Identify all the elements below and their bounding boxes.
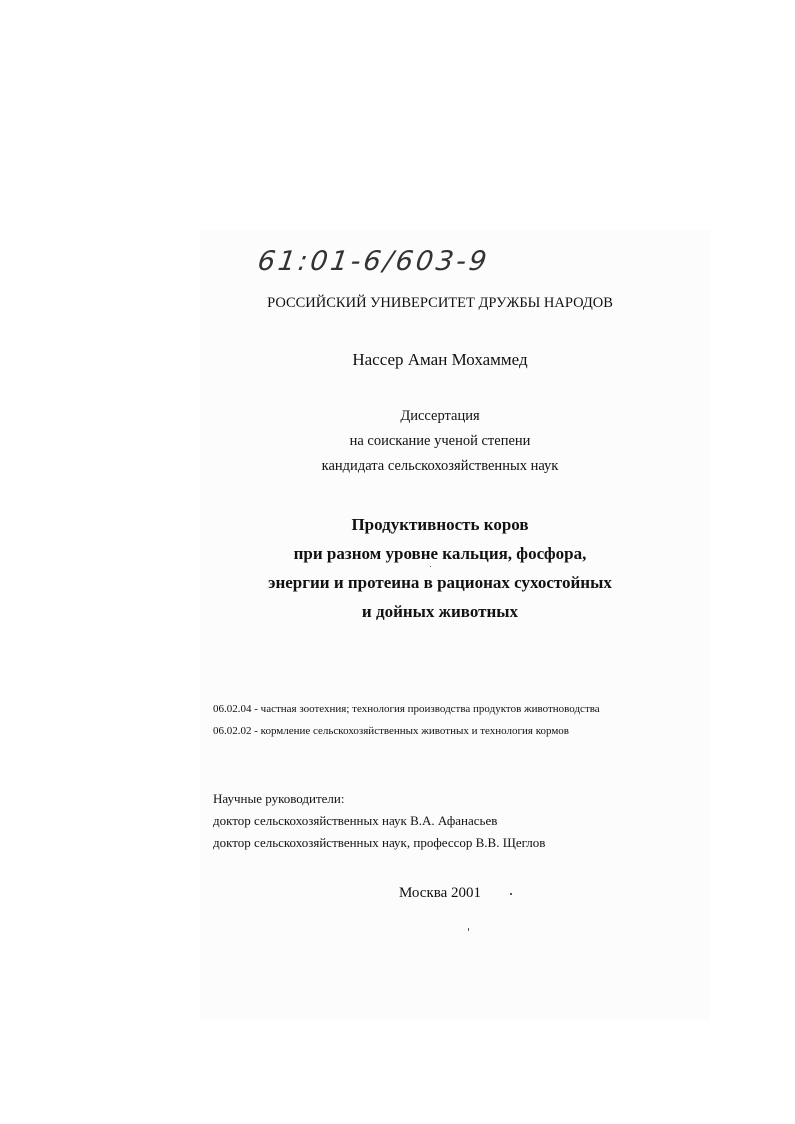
advisors-heading: Научные руководители: xyxy=(213,791,345,806)
specialty-codes xyxy=(213,698,600,742)
scientific-advisors xyxy=(213,788,545,854)
title-line-2: при разном уровне кальция, фосфора, xyxy=(293,544,587,563)
author-name: Нассер Аман Мохаммед xyxy=(352,350,528,369)
title-line-3: энергии и протеина в рационах сухостойных xyxy=(268,573,612,592)
dissertation-info xyxy=(160,404,720,479)
specialty-code-1: 06.02.04 - частная зоотехния; технология производства продуктов животноводства xyxy=(213,703,600,715)
specialty-code-2: 06.02.02 - кормление сельскохозяйственных животных и технология кормов xyxy=(213,725,569,737)
scan-speck xyxy=(510,893,512,895)
advisor-1: доктор сельскохозяйственных наук В.А. Афанасьев xyxy=(213,813,498,828)
dissertation-line-1: Диссертация xyxy=(400,408,480,424)
city-year: Москва 2001 xyxy=(398,885,482,901)
advisor-2: доктор сельскохозяйственных наук, профессор В.В. Щеглов xyxy=(213,835,546,850)
dissertation-title xyxy=(160,510,720,626)
dissertation-line-3: кандидата сельскохозяйственных наук xyxy=(321,458,559,474)
university-name: РОССИЙСКИЙ УНИВЕРСИТЕТ ДРУЖБЫ НАРОДОВ xyxy=(267,295,613,311)
scan-speck xyxy=(430,566,431,567)
handwritten-catalog-number: 61:01-6/603-9 xyxy=(255,246,492,277)
scan-speck xyxy=(468,928,469,931)
dissertation-line-2: на соискание ученой степени xyxy=(349,433,531,449)
title-line-1: Продуктивность коров xyxy=(351,515,529,534)
title-line-4: и дойных животных xyxy=(361,602,519,621)
